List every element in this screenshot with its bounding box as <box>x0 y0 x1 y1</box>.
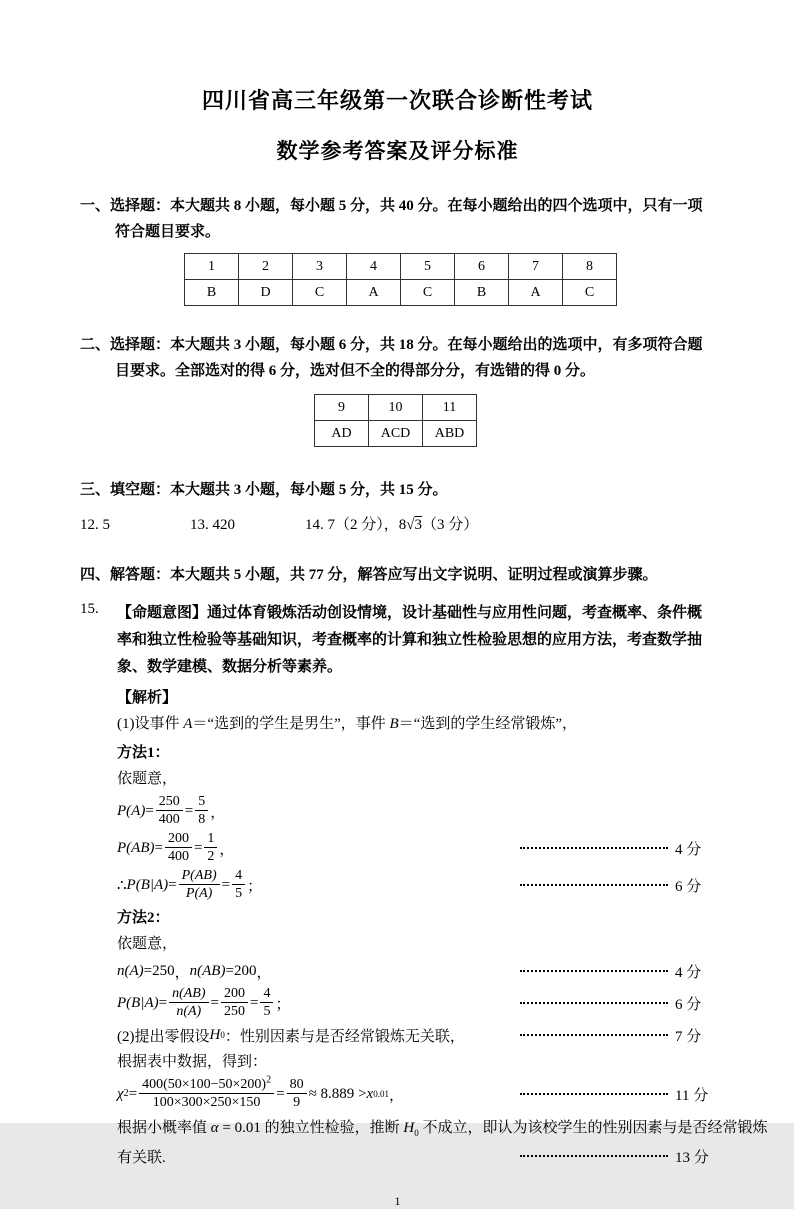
fraction-numerator: n(AB) <box>172 986 206 1001</box>
section1-heading: 一、选择题：本大题共 8 小题，每小题 5 分，共 40 分。在每小题给出的四个选项中，只有一项符合题目要求。 <box>80 198 703 240</box>
formula-chi-squared: χ 2 = $\frac{400(50\times 100-50\times 200)^2}{100\times 300\times 250\times 150}$ = $\frac{80}{9}$ ≈ 8.889 > x 0.01 ， 11 分 <box>117 1077 715 1111</box>
question-number-cell: 2 <box>239 254 293 280</box>
equals-sign: = <box>158 994 168 1011</box>
fraction <box>165 831 192 865</box>
method2-label: 方法2： <box>117 910 170 926</box>
exam-subtitle: 数学参考答案及评分标准 <box>276 139 519 163</box>
event-B-var: B <box>389 716 399 732</box>
equals-sign: = <box>249 994 259 1011</box>
section2-answer-table <box>314 394 477 447</box>
score-label: 6 分 <box>675 878 702 895</box>
equals-sign: = <box>210 994 219 1011</box>
formula-lhs: P(A) <box>117 802 146 819</box>
numerator-expression: 400(50×100−50×200) <box>142 1077 267 1092</box>
score-label: 4 分 <box>675 841 702 858</box>
hypothesis-text: (2)提出零假设 <box>117 1028 210 1045</box>
answer-cell: C <box>293 280 347 306</box>
equals-sign: = <box>193 839 203 856</box>
section1-answer-table <box>184 253 617 306</box>
fraction <box>169 986 208 1020</box>
fraction-denominator: 8 <box>195 810 208 828</box>
formula-pba <box>117 868 715 902</box>
fraction <box>179 868 220 902</box>
question-number-cell: 4 <box>347 254 401 280</box>
sqrt-icon: √ <box>406 517 415 533</box>
part2-hypothesis: (2)提出零假设 H 0 ：性别因素与是否经常锻炼无关联， 7 分 <box>117 1023 715 1047</box>
fraction <box>139 1074 274 1111</box>
count-var: n(A) <box>117 962 144 979</box>
fraction-denominator: 400 <box>156 810 183 828</box>
punctuation: ， <box>388 1087 404 1104</box>
data-reference-line: 根据表中数据，得到： <box>117 1054 268 1070</box>
formula-pba2 <box>117 986 715 1020</box>
section2-answer-row <box>315 421 477 447</box>
fraction-numerator: P(AB) <box>181 868 217 883</box>
answer-cell: C <box>401 280 455 306</box>
fraction-denominator: 400 <box>165 847 192 865</box>
numerator-exponent: 2 <box>266 1074 272 1086</box>
critical-value-var: x <box>366 1085 374 1102</box>
setup-text: (1)设事件 <box>117 716 184 732</box>
method1-label: 方法1： <box>117 745 170 761</box>
punctuation: ， <box>210 804 226 821</box>
problem-15-number: 15. <box>80 601 99 617</box>
problem-15 <box>80 600 768 1168</box>
chi-var: χ <box>117 1085 124 1102</box>
score-label: 6 分 <box>675 996 702 1013</box>
punctuation: ； <box>275 996 291 1013</box>
score-label: 4 分 <box>675 964 702 981</box>
answer-cell: B <box>185 280 239 306</box>
formula-lhs: P(B|A) <box>126 876 169 893</box>
method1-basis: 依题意， <box>117 771 178 787</box>
analysis-label: 【解析】 <box>117 690 178 706</box>
fraction-numerator <box>139 1074 274 1093</box>
part1-setup <box>117 711 715 737</box>
equals-sign: = <box>143 962 153 979</box>
equals-sign: = <box>145 802 154 819</box>
answer-q14 <box>305 513 478 534</box>
question-number-cell: 11 <box>423 395 477 421</box>
fraction <box>204 831 217 865</box>
answer-cell: ABD <box>423 421 477 447</box>
equals-sign: = <box>225 962 234 979</box>
equals-sign: = <box>154 839 163 856</box>
dotted-leader <box>520 847 668 849</box>
fraction <box>221 986 248 1020</box>
fraction <box>287 1077 307 1111</box>
answer-cell: ACD <box>369 421 423 447</box>
answer-q14-prefix: 14. 7（2 分），8 <box>305 517 407 533</box>
answer-cell: A <box>509 280 563 306</box>
fraction <box>195 794 208 828</box>
setup-text: ＝“选到的学生经常锻炼”， <box>398 716 577 732</box>
fraction-denominator: 2 <box>204 847 217 865</box>
answer-cell: AD <box>315 421 369 447</box>
problem-15-intent: 【命题意图】通过体育锻炼活动创设情境，设计基础性与应用性问题，考查概率、条件概率和独立性检验等基础知识，考查概率的计算和独立性检验思想的应用方法，考查数学抽象、数学建模、数据分析等素养。 <box>117 605 703 675</box>
dotted-leader <box>520 1034 668 1036</box>
fraction-denominator: 9 <box>287 1093 307 1111</box>
question-number-cell: 10 <box>369 395 423 421</box>
dotted-leader <box>520 970 668 972</box>
formula-counts <box>117 959 715 983</box>
section2-heading: 二、选择题：本大题共 3 小题，每小题 6 分，共 18 分。在每小题给出的选项中，有多项符合题目要求。全部选对的得 6 分，选对但不全的得部分分，有选错的得 0 分。 <box>80 337 703 379</box>
dotted-leader <box>520 884 668 886</box>
conclusion-text: 根据小概率值 <box>117 1120 211 1136</box>
fraction-numerator: 5 <box>198 794 206 809</box>
question-number-cell: 9 <box>315 395 369 421</box>
section3-heading: 三、填空题：本大题共 3 小题，每小题 5 分，共 15 分。 <box>80 482 448 498</box>
question-number-cell: 1 <box>185 254 239 280</box>
fraction-denominator: 5 <box>232 884 245 902</box>
fraction <box>260 986 273 1020</box>
fraction-denominator: 100×300×250×150 <box>139 1093 274 1111</box>
formula-pab <box>117 831 715 865</box>
formula-pa <box>117 794 715 828</box>
punctuation: ， <box>256 964 272 981</box>
answer-cell: C <box>563 280 617 306</box>
answer-cell: B <box>455 280 509 306</box>
fraction-numerator: 4 <box>235 868 243 883</box>
fraction-numerator: 4 <box>263 986 271 1001</box>
fraction <box>156 794 183 828</box>
setup-text: ＝“选到的学生是男生”，事件 <box>192 716 390 732</box>
fill-in-answers <box>80 513 715 534</box>
answer-q14-suffix: （3 分） <box>422 517 479 533</box>
fraction-numerator: 200 <box>223 986 245 1001</box>
exam-title: 四川省高三年级第一次联合诊断性考试 <box>201 88 593 113</box>
therefore-symbol: ∴ <box>117 877 127 894</box>
answer-q12: 12. 5 <box>80 517 110 533</box>
conclusion-line2 <box>117 1144 715 1168</box>
conclusion-text: 有关联. <box>117 1149 166 1166</box>
score-label: 11 分 <box>675 1087 709 1104</box>
question-number-cell: 6 <box>455 254 509 280</box>
question-number-cell: 7 <box>509 254 563 280</box>
fraction-denominator: 5 <box>260 1002 273 1020</box>
punctuation: ， <box>174 964 190 981</box>
question-number-cell: 3 <box>293 254 347 280</box>
punctuation: ， <box>219 841 235 858</box>
answer-q14-radicand: 3 <box>414 517 422 533</box>
equals-sign: = <box>184 802 194 819</box>
conclusion-text: = 0.01 的独立性检验，推断 <box>218 1120 404 1136</box>
answer-q13: 13. 420 <box>190 517 235 533</box>
fraction-numerator: 80 <box>289 1077 304 1092</box>
count-value: 200 <box>233 962 257 979</box>
answer-cell: D <box>239 280 293 306</box>
dotted-leader <box>520 1002 668 1004</box>
fraction <box>232 868 245 902</box>
fraction-numerator: 200 <box>167 831 189 846</box>
conclusion-line1 <box>117 1115 768 1141</box>
equals-sign: = <box>276 1085 285 1102</box>
H0-var: H <box>403 1120 415 1136</box>
fraction-numerator: 1 <box>207 831 215 846</box>
conclusion-text: 不成立，即认为该校学生的性别因素与是否经常锻炼 <box>418 1120 768 1136</box>
H0-subscript: 0 <box>414 1128 419 1138</box>
section2-question-row <box>315 395 477 421</box>
formula-lhs: P(B|A) <box>117 994 159 1011</box>
count-value: 250 <box>152 962 175 979</box>
count-var: n(AB) <box>189 962 226 979</box>
question-number-cell: 5 <box>401 254 455 280</box>
equals-sign: = <box>221 876 231 893</box>
approx-comparison: ≈ 8.889 > <box>308 1085 367 1102</box>
punctuation: ； <box>247 878 263 895</box>
fraction-denominator: n(A) <box>169 1002 208 1020</box>
section1-question-row <box>185 254 617 280</box>
question-number-cell: 8 <box>563 254 617 280</box>
section1-answer-row <box>185 280 617 306</box>
page-number: 1 <box>394 1194 401 1208</box>
answer-cell: A <box>347 280 401 306</box>
section4-heading: 四、解答题：本大题共 5 小题，共 77 分，解答应写出文字说明、证明过程或演算步骤。 <box>80 567 658 583</box>
hypothesis-text: ：性别因素与是否经常锻炼无关联， <box>224 1028 465 1045</box>
fraction-denominator: P(A) <box>179 884 220 902</box>
event-A-var: A <box>183 716 193 732</box>
fraction-denominator: 250 <box>221 1002 248 1020</box>
method2-basis: 依题意， <box>117 936 178 952</box>
dotted-leader <box>520 1155 668 1157</box>
formula-lhs: P(AB) <box>117 839 155 856</box>
score-label: 7 分 <box>675 1028 702 1045</box>
fraction-numerator: 250 <box>158 794 180 809</box>
equals-sign: = <box>168 876 177 893</box>
H0-var: H <box>209 1026 221 1043</box>
equals-sign: = <box>128 1085 138 1102</box>
score-label: 13 分 <box>675 1149 709 1166</box>
alpha-var: α <box>210 1120 219 1136</box>
dotted-leader <box>520 1093 668 1095</box>
